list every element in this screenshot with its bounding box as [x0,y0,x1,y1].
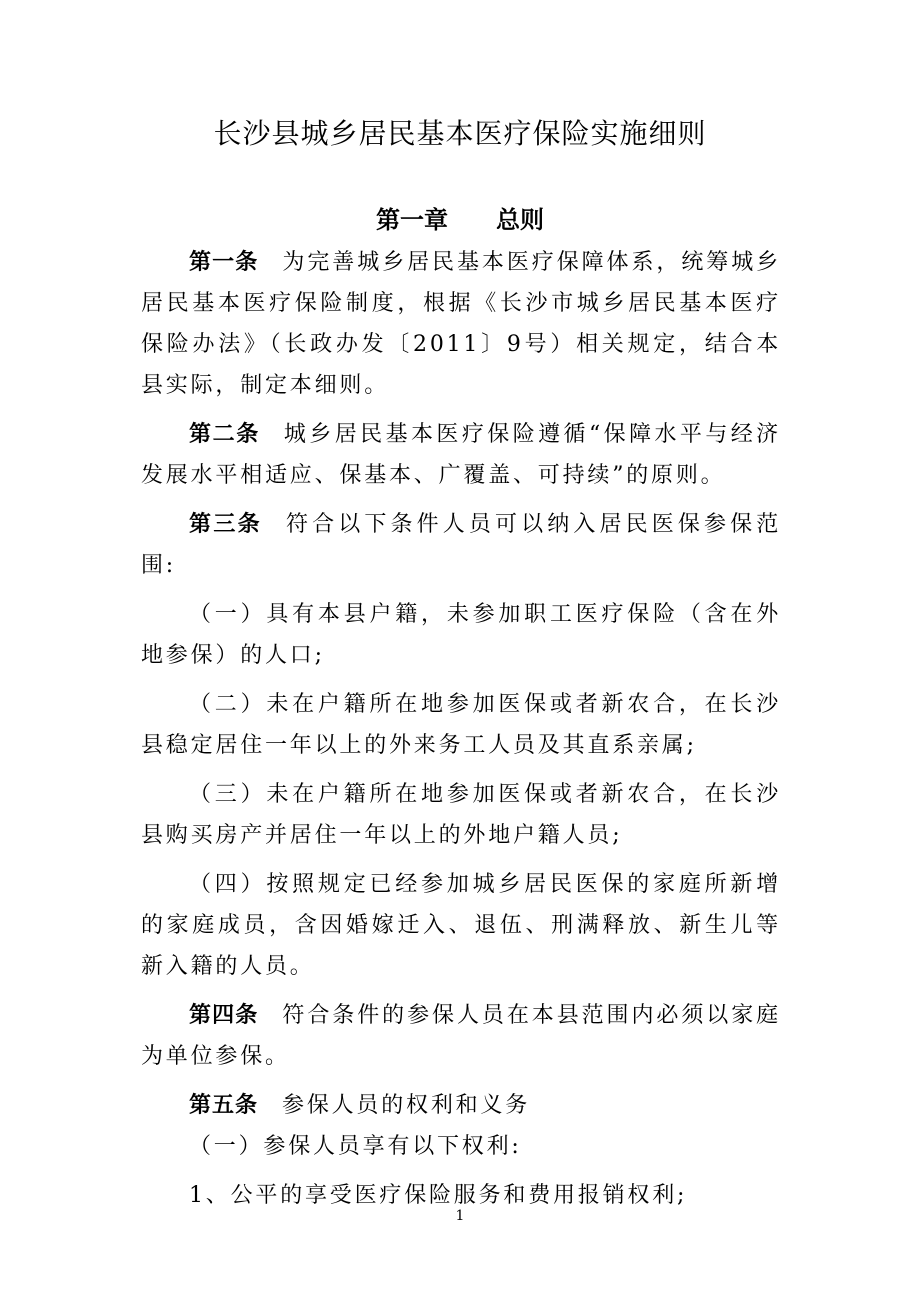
item-text: （一）具有本县户籍，未参加职工医疗保险（含在外地参保）的人口; [141,602,781,668]
article-4 [141,995,781,1077]
chapter-number: 第一章 [376,206,448,234]
article-text: 参保人员的权利和义务 [282,1093,531,1118]
chapter-heading [0,198,920,242]
article-5 [141,1085,781,1126]
item-text: （四）按照规定已经参加城乡居民医保的家庭所新增的家庭成员，含因婚嫁迁入、退伍、刑满释放、新生儿等新入籍的人员。 [141,872,781,979]
article-label: 第五条 [189,1093,259,1118]
article-3 [141,504,781,586]
item-text: （一）参保人员享有以下权利: [189,1134,522,1159]
item-text: 1、公平的享受医疗保险服务和费用报销权利; [189,1183,688,1208]
item-text: （二）未在户籍所在地参加医保或者新农合，在长沙县稳定居住一年以上的外来务工人员及其直系亲属; [141,692,781,758]
article-text: 符合以下条件人员可以纳入居民医保参保范围: [141,512,781,578]
article-3-item-2 [141,684,781,766]
document-body [141,242,781,1216]
article-1 [141,242,781,406]
article-label: 第一条 [189,250,259,275]
article-3-item-1 [141,594,781,676]
chapter-name: 总则 [496,206,544,234]
page-number: 1 [455,1208,465,1224]
article-3-item-3 [141,774,781,856]
article-5-item-1 [141,1126,781,1167]
article-label: 第三条 [189,512,262,537]
article-2 [141,414,781,496]
item-text: （三）未在户籍所在地参加医保或者新农合，在长沙县购买房产并居住一年以上的外地户籍人员; [141,782,781,848]
article-label: 第二条 [189,422,260,447]
document-title: 长沙县城乡居民基本医疗保险实施细则 [213,117,707,150]
article-3-item-4 [141,864,781,987]
article-text: 符合条件的参保人员在本县范围内必须以家庭为单位参保。 [141,1003,781,1069]
article-text: 为完善城乡居民基本医疗保障体系，统筹城乡居民基本医疗保险制度，根据《长沙市城乡居民基本医疗保险办法》（长政办发〔2011〕9号）相关规定，结合本县实际，制定本细则。 [141,250,781,398]
article-label: 第四条 [189,1003,259,1028]
article-text: 城乡居民基本医疗保险遵循“保障水平与经济发展水平相适应、保基本、广覆盖、可持续”的原则。 [141,422,781,488]
